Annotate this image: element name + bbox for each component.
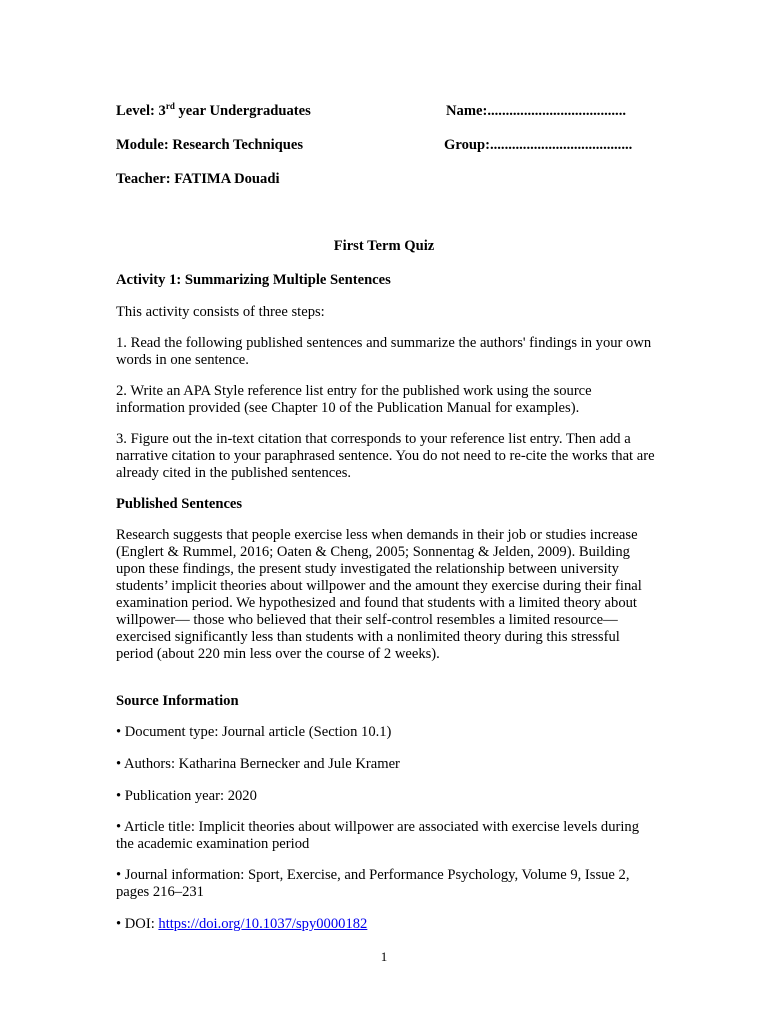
source-item-doi (116, 916, 656, 933)
level-field (116, 103, 311, 120)
teacher-field: Teacher: FATIMA Douadi (116, 171, 280, 187)
group-blank: ....................................... (489, 137, 633, 153)
module-field: Module: Research Techniques (116, 137, 304, 153)
step-3: 3. Figure out the in-text citation that corresponds to your reference list entry. Then add a narrative citation to your paraphrased sentence. You do not need to re-cite the works that are already cited in the published sentences. (116, 431, 655, 481)
level-rest: year Undergraduates (174, 103, 311, 119)
published-text: Research suggests that people exercise less when demands in their job or studies increase (Englert & Rummel, 2016; Oaten & Cheng, 2005; Sonnentag & Jelden, 2009). Building upon these findings, the present study investigated the relationship between university students’ implicit theories about willpower and the amount they exercise during their final examination period. We hypothesized and found that students with a limited theory about willpower— those who believed that their self-control resembles a limited resource—exercised significantly less than students with a nonlimited theory during this stressful period (about 220 min less over the course of 2 weeks). (116, 527, 642, 662)
activity-title: Activity 1: Summarizing Multiple Sentences (116, 272, 391, 288)
source-item-journal: • Journal information: Sport, Exercise, and Performance Psychology, Volume 9, Issue 2, pages 216–231 (116, 867, 630, 900)
source-item-document-type: • Document type: Journal article (Section 10.1) (116, 724, 392, 740)
level-label: Level: 3 (116, 103, 166, 119)
source-item-authors: • Authors: Katharina Bernecker and Jule Kramer (116, 756, 400, 772)
source-heading: Source Information (116, 693, 239, 709)
published-heading: Published Sentences (116, 496, 243, 512)
activity-intro: This activity consists of three steps: (116, 304, 325, 320)
source-item-article-title: • Article title: Implicit theories about willpower are associated with exercise levels during the academic examination period (116, 819, 640, 852)
source-item-year: • Publication year: 2020 (116, 788, 257, 804)
page-number: 1 (380, 949, 388, 964)
group-field (444, 137, 632, 154)
quiz-title: First Term Quiz (333, 238, 435, 254)
step-2: 2. Write an APA Style reference list entry for the published work using the source information provided (see Chapter 10 of the Publication Manual for examples). (116, 383, 592, 416)
level-superscript: rd (165, 101, 175, 111)
name-label: Name: (446, 103, 488, 119)
name-field (446, 103, 626, 120)
group-label: Group: (444, 137, 490, 153)
name-blank: ...................................... (487, 103, 626, 119)
step-1: 1. Read the following published sentences and summarize the authors' findings in your own words in one sentence. (116, 335, 652, 368)
doi-link[interactable]: https://doi.org/10.1037/spy0000182 (158, 916, 368, 932)
doi-label: • DOI: (116, 916, 159, 932)
